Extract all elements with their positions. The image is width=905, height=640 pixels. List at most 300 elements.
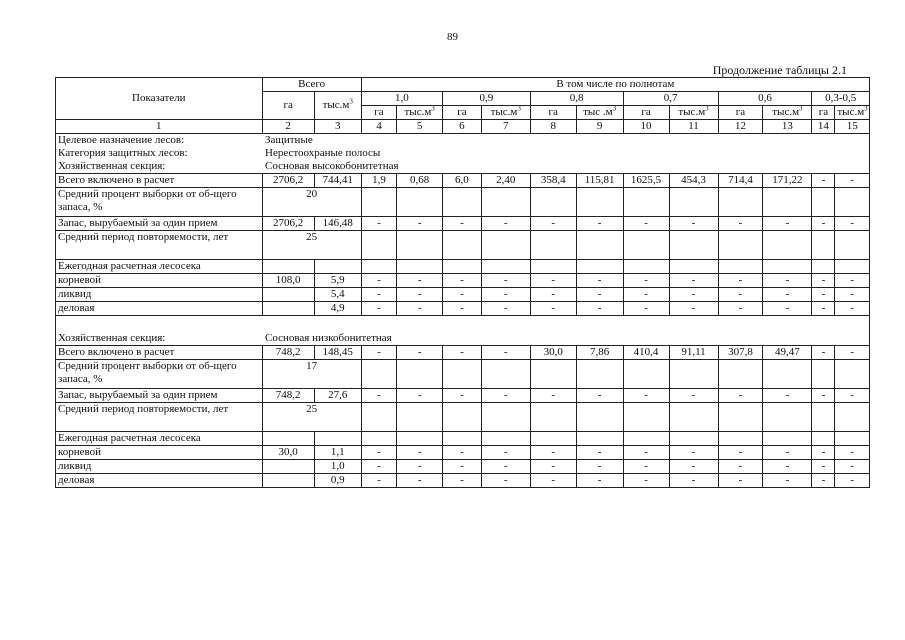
section-info-key: Категория защитных лесов: — [58, 147, 188, 159]
table-cell — [576, 403, 623, 432]
table-cell: - — [718, 217, 763, 231]
table-cell: 0,68 — [397, 174, 443, 188]
table-cell: 1,9 — [361, 174, 396, 188]
table-cell: - — [530, 389, 576, 403]
row-label: Средний период повторяемости, лет — [56, 403, 263, 432]
table-cell: - — [576, 446, 623, 460]
table-cell: - — [397, 346, 443, 360]
table-cell: 358,4 — [530, 174, 576, 188]
column-number: 12 — [718, 120, 763, 134]
table-cell — [718, 188, 763, 217]
table-cell: - — [669, 460, 718, 474]
table-cell — [397, 260, 443, 274]
table-cell: - — [835, 217, 870, 231]
table-cell: - — [530, 446, 576, 460]
table-row — [56, 188, 870, 217]
table-cell: 108,0 — [262, 274, 314, 288]
table-cell: - — [576, 460, 623, 474]
table-cell: - — [530, 460, 576, 474]
table-cell — [530, 188, 576, 217]
header-ha: га — [812, 106, 835, 120]
header-by-density: В том числе по полнотам — [361, 78, 869, 92]
table-cell: - — [835, 389, 870, 403]
table-row — [56, 460, 870, 474]
table-cell — [576, 231, 623, 260]
table-cell: - — [443, 389, 482, 403]
table-cell: - — [623, 460, 669, 474]
table-cell: - — [576, 288, 623, 302]
table-cell: 148,45 — [314, 346, 361, 360]
table-cell — [397, 403, 443, 432]
table-cell: - — [623, 389, 669, 403]
table-cell — [812, 260, 835, 274]
table-cell: - — [812, 288, 835, 302]
table-cell: - — [576, 274, 623, 288]
column-number: 15 — [835, 120, 870, 134]
header-density: 0,3-0,5 — [812, 92, 870, 106]
table-cell: 171,22 — [763, 174, 812, 188]
table-cell — [812, 403, 835, 432]
table-cell — [397, 188, 443, 217]
table-cell: 115,81 — [576, 174, 623, 188]
column-number: 6 — [443, 120, 482, 134]
table-cell: 744,41 — [314, 174, 361, 188]
section-info-value: Сосновая низкобонитетная — [265, 332, 392, 344]
table-cell — [669, 231, 718, 260]
header-total: Всего — [262, 78, 361, 92]
row-label: Средний процент выборки от об-щего запаса, % — [56, 360, 263, 389]
table-cell: 146,48 — [314, 217, 361, 231]
table-cell — [443, 360, 482, 389]
table-cell: - — [623, 302, 669, 316]
header-total-m3: $тыс.м^3$ — [314, 92, 361, 120]
table-cell: - — [397, 274, 443, 288]
table-cell — [443, 231, 482, 260]
table-cell: - — [481, 474, 530, 488]
table-cell — [361, 260, 396, 274]
table-cell: - — [443, 446, 482, 460]
table-cell: - — [669, 274, 718, 288]
table-cell: - — [481, 288, 530, 302]
table-cell: - — [718, 288, 763, 302]
table-cell — [835, 360, 870, 389]
table-cell — [530, 403, 576, 432]
table-cell: - — [623, 474, 669, 488]
table-cell: - — [397, 474, 443, 488]
table-cell: 1625,5 — [623, 174, 669, 188]
table-cell: - — [623, 446, 669, 460]
table-cell — [481, 432, 530, 446]
table-cell — [623, 188, 669, 217]
row-label: ликвид — [56, 288, 263, 302]
header-ha: га — [623, 106, 669, 120]
table-cell — [763, 188, 812, 217]
table-cell — [262, 460, 314, 474]
row-label: Ежегодная расчетная лесосека — [56, 432, 263, 446]
table-cell: - — [361, 217, 396, 231]
table-cell: - — [576, 217, 623, 231]
table-cell: - — [835, 346, 870, 360]
table-cell: 17 — [262, 360, 361, 389]
table-cell: - — [835, 460, 870, 474]
table-cell — [623, 403, 669, 432]
table-cell — [443, 403, 482, 432]
table-cell: - — [669, 389, 718, 403]
table-cell: - — [763, 288, 812, 302]
table-cell — [397, 231, 443, 260]
table-cell: - — [361, 460, 396, 474]
section-info-key: Хозяйственная секция: — [58, 332, 166, 344]
header-ha: га — [530, 106, 576, 120]
spacer-cell — [56, 316, 870, 333]
table-cell — [718, 432, 763, 446]
table-cell — [443, 432, 482, 446]
table-cell: - — [397, 217, 443, 231]
column-number: 11 — [669, 120, 718, 134]
table-cell: - — [443, 217, 482, 231]
header-density: 0,9 — [443, 92, 531, 106]
table-cell — [718, 360, 763, 389]
section-info-row — [56, 332, 870, 346]
row-label: Средний процент выборки от об-щего запаса, % — [56, 188, 263, 217]
header-ha: га — [718, 106, 763, 120]
table-cell — [763, 231, 812, 260]
table-cell: - — [397, 460, 443, 474]
table-cell — [669, 432, 718, 446]
table-cell: 2706,2 — [262, 174, 314, 188]
table-cell: 7,86 — [576, 346, 623, 360]
table-cell: - — [361, 274, 396, 288]
table-cell — [361, 188, 396, 217]
header-m3: $тыс.м^3$ — [669, 106, 718, 120]
table-cell: - — [812, 446, 835, 460]
table-cell — [530, 231, 576, 260]
header-m3: $тыс.м^3$ — [835, 106, 870, 120]
table-cell — [576, 260, 623, 274]
row-label: Ежегодная расчетная лесосека — [56, 260, 263, 274]
section-info-value: Защитные — [265, 134, 313, 146]
header-density: 1,0 — [361, 92, 442, 106]
table-cell — [718, 231, 763, 260]
row-label: Всего включено в расчет — [56, 174, 263, 188]
table-cell — [623, 360, 669, 389]
table-row — [56, 217, 870, 231]
table-cell: - — [481, 217, 530, 231]
table-cell — [835, 188, 870, 217]
header-m3: тыс $.м^3$ — [576, 106, 623, 120]
table-cell: - — [361, 474, 396, 488]
table-cell — [262, 302, 314, 316]
table-cell — [835, 260, 870, 274]
header-m3: $тыс.м^3$ — [763, 106, 812, 120]
table-cell: - — [835, 274, 870, 288]
table-cell: 91,11 — [669, 346, 718, 360]
table-cell — [763, 432, 812, 446]
table-row — [56, 432, 870, 446]
table-cell — [361, 403, 396, 432]
table-cell — [623, 260, 669, 274]
column-number: 7 — [481, 120, 530, 134]
table-cell — [262, 432, 314, 446]
table-cell — [576, 188, 623, 217]
table-cell: - — [443, 474, 482, 488]
table-cell: 30,0 — [262, 446, 314, 460]
table-cell — [530, 360, 576, 389]
section-info — [56, 134, 870, 148]
table-cell — [576, 432, 623, 446]
section-info — [56, 160, 870, 174]
table-cell: - — [763, 274, 812, 288]
table-cell: 2706,2 — [262, 217, 314, 231]
table-cell: - — [397, 288, 443, 302]
table-cell: - — [443, 274, 482, 288]
table-cell: - — [835, 302, 870, 316]
table-cell — [669, 188, 718, 217]
table-cell: 4,9 — [314, 302, 361, 316]
section-info-key: Целевое назначение лесов: — [58, 134, 185, 146]
table-cell — [763, 403, 812, 432]
table-cell: 0,9 — [314, 474, 361, 488]
column-number: 3 — [314, 120, 361, 134]
table-row — [56, 389, 870, 403]
table-cell: 6,0 — [443, 174, 482, 188]
table-cell: 714,4 — [718, 174, 763, 188]
section-info — [56, 147, 870, 160]
table-cell: - — [718, 302, 763, 316]
table-cell: - — [623, 274, 669, 288]
table-cell — [397, 432, 443, 446]
table-cell: - — [718, 460, 763, 474]
header-total-ha: га — [262, 92, 314, 120]
table-cell: 20 — [262, 188, 361, 217]
column-number: 13 — [763, 120, 812, 134]
table-cell: - — [763, 474, 812, 488]
table-cell — [481, 188, 530, 217]
table-cell: 27,6 — [314, 389, 361, 403]
table-cell: - — [397, 446, 443, 460]
table-cell — [481, 403, 530, 432]
table-cell: - — [718, 389, 763, 403]
table-cell: - — [812, 346, 835, 360]
table-row — [56, 403, 870, 432]
table-cell: - — [812, 389, 835, 403]
table-cell: - — [718, 446, 763, 460]
table-cell — [397, 360, 443, 389]
table-cell — [669, 260, 718, 274]
table-cell: 410,4 — [623, 346, 669, 360]
table-cell — [481, 231, 530, 260]
table-cell: - — [530, 474, 576, 488]
table-cell: - — [481, 460, 530, 474]
table-cell: - — [443, 346, 482, 360]
table-cell: - — [530, 288, 576, 302]
table-cell: - — [361, 288, 396, 302]
table-row — [56, 274, 870, 288]
table-cell: - — [669, 446, 718, 460]
table-cell: 5,9 — [314, 274, 361, 288]
section-info-key: Хозяйственная секция: — [58, 160, 166, 172]
table-cell: 454,3 — [669, 174, 718, 188]
table-cell: - — [812, 474, 835, 488]
section-info — [56, 332, 870, 346]
table-cell — [361, 231, 396, 260]
table-cell: 1,0 — [314, 460, 361, 474]
spacer-row — [56, 316, 870, 333]
table-cell: - — [530, 217, 576, 231]
table-row — [56, 346, 870, 360]
column-number: 1 — [56, 120, 263, 134]
table-cell — [262, 288, 314, 302]
table-cell: - — [669, 217, 718, 231]
table-cell: - — [835, 288, 870, 302]
table-cell: - — [481, 346, 530, 360]
table-cell — [718, 403, 763, 432]
table-cell: 2,40 — [481, 174, 530, 188]
table-cell — [576, 360, 623, 389]
section-info-value: Сосновая высокобонитетная — [265, 160, 399, 172]
table-cell: - — [443, 302, 482, 316]
header-density: 0,8 — [530, 92, 623, 106]
table-cell: - — [835, 446, 870, 460]
table-row — [56, 288, 870, 302]
table-cell: - — [763, 446, 812, 460]
table-cell — [314, 432, 361, 446]
table-cell — [623, 432, 669, 446]
table-cell: - — [530, 274, 576, 288]
section-info-row — [56, 134, 870, 148]
row-label: Всего включено в расчет — [56, 346, 263, 360]
table-cell: - — [669, 474, 718, 488]
table-cell — [812, 432, 835, 446]
table-row — [56, 474, 870, 488]
table-cell — [481, 260, 530, 274]
table-cell: - — [812, 174, 835, 188]
column-number: 2 — [262, 120, 314, 134]
column-number: 5 — [397, 120, 443, 134]
table-cell: 1,1 — [314, 446, 361, 460]
table-cell — [669, 403, 718, 432]
table-cell: - — [812, 274, 835, 288]
table-cell: - — [718, 474, 763, 488]
table-cell — [443, 260, 482, 274]
table-cell: - — [361, 346, 396, 360]
section-info-row — [56, 147, 870, 160]
section-info-value: Нерестоохраные полосы — [265, 147, 381, 159]
table-cell: - — [481, 446, 530, 460]
table-cell: - — [669, 288, 718, 302]
table-cell — [835, 432, 870, 446]
table-cell — [314, 260, 361, 274]
table-cell — [262, 260, 314, 274]
header-m3: $тыс.м^3$ — [397, 106, 443, 120]
table-cell: - — [763, 460, 812, 474]
table-cell: 307,8 — [718, 346, 763, 360]
table-cell: - — [361, 302, 396, 316]
forest-table — [55, 77, 870, 488]
table-row — [56, 174, 870, 188]
table-cell: - — [623, 217, 669, 231]
table-cell: - — [763, 217, 812, 231]
table-cell: - — [530, 302, 576, 316]
table-cell: - — [361, 389, 396, 403]
table-continuation-caption: Продолжение таблицы 2.1 — [712, 63, 847, 77]
table-cell — [835, 403, 870, 432]
row-label: Запас, вырубаемый за один прием — [56, 389, 263, 403]
table-cell — [763, 360, 812, 389]
table-cell: - — [835, 474, 870, 488]
table-cell — [623, 231, 669, 260]
table-cell — [481, 360, 530, 389]
page-number: 89 — [447, 31, 458, 43]
table-cell: 748,2 — [262, 389, 314, 403]
table-cell: - — [812, 460, 835, 474]
header-density: 0,7 — [623, 92, 718, 106]
table-cell: - — [763, 302, 812, 316]
table-cell: - — [763, 389, 812, 403]
table-cell: 5,4 — [314, 288, 361, 302]
table-cell — [530, 432, 576, 446]
column-number: 8 — [530, 120, 576, 134]
table-cell: 25 — [262, 403, 361, 432]
table-cell: - — [481, 389, 530, 403]
table-cell: - — [481, 302, 530, 316]
table-cell: - — [669, 302, 718, 316]
column-number: 14 — [812, 120, 835, 134]
row-label: корневой — [56, 446, 263, 460]
table-cell — [718, 260, 763, 274]
table-cell — [443, 188, 482, 217]
table-cell — [763, 260, 812, 274]
table-cell: - — [576, 389, 623, 403]
table-cell — [361, 432, 396, 446]
table-cell: - — [576, 474, 623, 488]
table-cell: - — [576, 302, 623, 316]
row-label: деловая — [56, 474, 263, 488]
table-cell — [530, 260, 576, 274]
column-number: 9 — [576, 120, 623, 134]
row-label: корневой — [56, 274, 263, 288]
table-cell: - — [443, 460, 482, 474]
table-row — [56, 231, 870, 260]
table-cell: - — [812, 217, 835, 231]
table-cell — [669, 360, 718, 389]
header-indicators: Показатели — [56, 78, 263, 120]
header-density: 0,6 — [718, 92, 812, 106]
table-cell — [812, 188, 835, 217]
table-cell — [361, 360, 396, 389]
row-label: деловая — [56, 302, 263, 316]
header-ha: га — [361, 106, 396, 120]
table-cell: - — [481, 274, 530, 288]
table-cell: - — [835, 174, 870, 188]
row-label: ликвид — [56, 460, 263, 474]
table-cell: 748,2 — [262, 346, 314, 360]
table-row — [56, 260, 870, 274]
section-info-row — [56, 160, 870, 174]
table-cell: - — [718, 274, 763, 288]
table-row — [56, 360, 870, 389]
table-cell: - — [397, 389, 443, 403]
column-number: 10 — [623, 120, 669, 134]
table-cell: 30,0 — [530, 346, 576, 360]
header-m3: $тыс.м^3$ — [481, 106, 530, 120]
table-cell: - — [443, 288, 482, 302]
table-cell: - — [361, 446, 396, 460]
table-cell — [812, 360, 835, 389]
table-row — [56, 446, 870, 460]
table-cell — [835, 231, 870, 260]
row-label: Средний период повторяемости, лет — [56, 231, 263, 260]
